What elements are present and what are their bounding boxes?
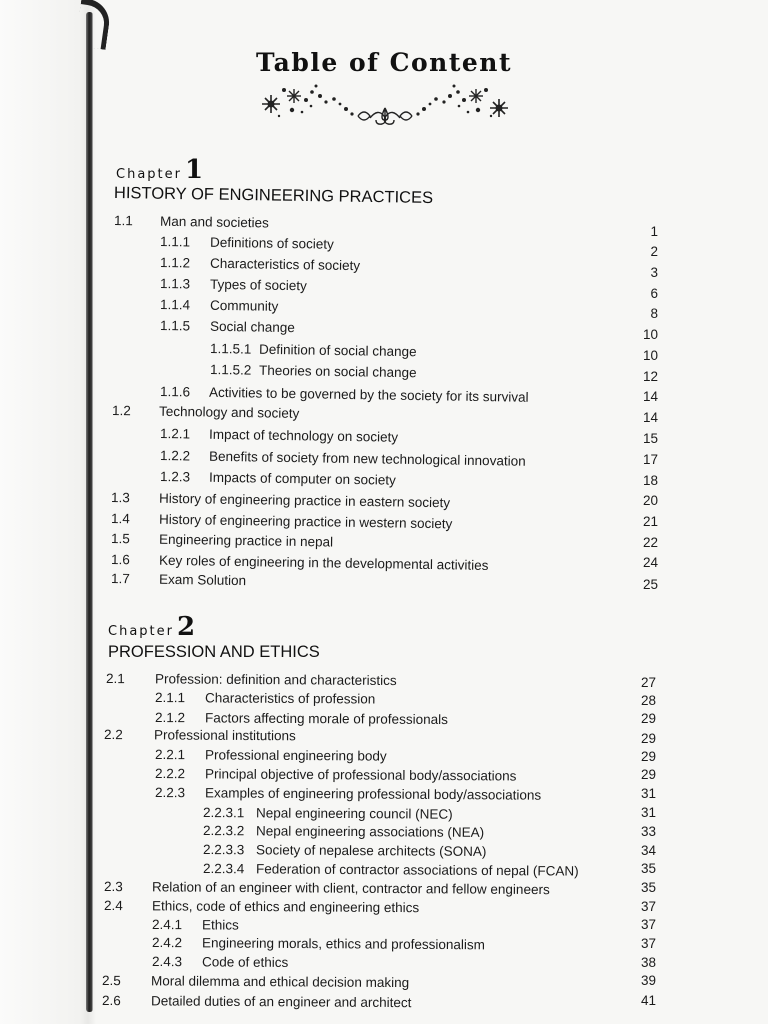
section-title: Detailed duties of an engineer and architect — [150, 993, 412, 1011]
section-number: 2.2.2 — [154, 766, 186, 782]
section-title: History of engineering practice in eastern society — [158, 490, 451, 511]
section-title: Engineering morals, ethics and professionalism — [201, 935, 485, 953]
section-number: 1.1.5 — [159, 318, 191, 334]
section-number: 2.4.3 — [151, 954, 183, 970]
page-number: 31 — [640, 805, 656, 820]
section-number: 2.3 — [103, 879, 123, 895]
page-number: 37 — [640, 917, 656, 932]
page-number: 2 — [650, 244, 658, 259]
chapter-title: HISTORY OF ENGINEERING PRACTICES — [113, 184, 434, 208]
section-title: Community — [209, 297, 279, 314]
page-number: 14 — [642, 410, 658, 425]
section-number: 1.1.3 — [159, 276, 191, 292]
section-number: 1.2.1 — [159, 426, 191, 442]
page-number: 35 — [640, 861, 656, 876]
section-number: 1.1.4 — [159, 297, 191, 313]
section-number: 1.2 — [111, 403, 131, 419]
section-title: Ethics, code of ethics and engineering ethics — [151, 898, 420, 916]
section-title: Examples of engineering professional body/associations — [204, 785, 542, 803]
section-number: 2.2.3.4 — [202, 861, 245, 877]
section-number: 2.2.3 — [154, 785, 186, 801]
section-title: Society of nepalese architects (SONA) — [255, 842, 487, 859]
section-title: Man and societies — [159, 213, 269, 231]
section-number: 2.4.2 — [151, 935, 183, 951]
page-number: 35 — [640, 880, 656, 895]
section-number: 1.6 — [110, 552, 130, 568]
page-number: 37 — [640, 936, 656, 951]
section-number: 2.1.1 — [154, 690, 186, 706]
chapter-label — [116, 155, 203, 185]
page-number: 21 — [642, 514, 658, 529]
page-number: 31 — [640, 786, 656, 801]
section-number: 2.1 — [105, 671, 125, 687]
section-title: Nepal engineering associations (NEA) — [255, 823, 485, 840]
page-number: 25 — [642, 577, 658, 592]
page-number: 10 — [642, 327, 658, 342]
section-number: 1.7 — [110, 571, 130, 587]
section-number: 1.1.1 — [159, 234, 191, 250]
section-title: Engineering practice in nepal — [158, 531, 334, 550]
page-margin — [0, 0, 96, 1024]
binding-hook — [75, 0, 112, 50]
section-title: Nepal engineering council (NEC) — [255, 805, 453, 822]
page-number: 12 — [642, 369, 658, 384]
section-number: 1.4 — [110, 511, 130, 527]
chapter-word: Chapter — [116, 167, 182, 182]
section-title: Professional institutions — [153, 727, 296, 744]
section-title: Exam Solution — [158, 571, 247, 589]
page-number: 10 — [642, 348, 658, 363]
decorative-ornament-icon — [254, 82, 516, 132]
section-title: Characteristics of profession — [204, 690, 376, 707]
section-number: 2.2 — [103, 727, 123, 743]
section-title: Professional engineering body — [204, 747, 387, 764]
page-number: 33 — [640, 824, 656, 839]
section-number: 1.2.2 — [159, 448, 191, 464]
section-number: 1.5 — [110, 531, 130, 547]
section-title: Characteristics of society — [209, 255, 361, 274]
section-number: 1.1.5.2 — [209, 362, 252, 378]
section-number: 2.4.1 — [151, 917, 183, 933]
page-title: Table of Content — [255, 48, 513, 77]
page-number: 14 — [642, 389, 658, 404]
page-number: 15 — [642, 431, 658, 446]
section-number: 2.2.3.1 — [202, 805, 245, 821]
section-number: 1.1.5.1 — [209, 341, 252, 357]
section-number: 2.2.3.2 — [202, 823, 245, 839]
section-title: Federation of contractor associations of nepal (FCAN) — [255, 861, 579, 879]
section-number: 2.1.2 — [154, 710, 186, 726]
section-title: Types of society — [209, 276, 307, 294]
page-number: 24 — [642, 555, 658, 570]
page-number: 1 — [650, 224, 658, 239]
chapter-number: 1 — [184, 155, 204, 185]
chapter-number: 2 — [176, 612, 196, 642]
section-title: Profession: definition and characteristics — [154, 671, 397, 689]
section-number: 2.2.1 — [154, 747, 186, 763]
section-title: Technology and society — [158, 403, 300, 421]
section-number: 1.1 — [113, 213, 133, 229]
page-number: 22 — [642, 535, 658, 550]
section-title: Factors affecting morale of professionals — [204, 710, 448, 728]
page-number: 29 — [640, 767, 656, 782]
page-number: 27 — [640, 675, 656, 690]
section-title: Relation of an engineer with client, contractor and fellow engineers — [151, 879, 550, 898]
section-title: History of engineering practice in western society — [158, 511, 453, 532]
section-number: 2.5 — [101, 973, 121, 989]
page-number: 38 — [640, 955, 656, 970]
section-number: 1.2.3 — [159, 469, 191, 485]
section-title: Benefits of society from new technological innovation — [208, 448, 526, 469]
page-number: 18 — [642, 473, 658, 488]
page-number: 41 — [640, 993, 656, 1008]
section-title: Social change — [209, 318, 295, 336]
book-binding — [86, 12, 93, 1012]
section-title: Activities to be governed by the society for its survival — [208, 384, 529, 405]
chapter-title: PROFESSION AND ETHICS — [108, 643, 320, 661]
section-number: 2.4 — [103, 898, 123, 914]
section-number: 1.1.6 — [159, 384, 191, 400]
page-number: 39 — [640, 973, 656, 988]
page-number: 29 — [640, 711, 656, 726]
section-title: Definition of social change — [258, 341, 417, 360]
page-number: 20 — [642, 493, 658, 508]
page-number: 29 — [640, 749, 656, 764]
section-title: Code of ethics — [201, 954, 289, 970]
page-number: 34 — [640, 843, 656, 858]
section-title: Impacts of computer on society — [208, 469, 396, 488]
chapter-word: Chapter — [108, 624, 174, 639]
section-number: 1.3 — [110, 490, 130, 506]
page-number: 3 — [650, 265, 658, 280]
page-number: 37 — [640, 899, 656, 914]
page-number: 28 — [640, 693, 656, 708]
section-number: 2.2.3.3 — [202, 842, 245, 858]
section-title: Definitions of society — [209, 234, 334, 252]
section-title: Principal objective of professional body/associations — [204, 766, 517, 784]
section-number: 2.6 — [101, 993, 121, 1009]
page-number: 29 — [640, 731, 656, 746]
page-number: 17 — [642, 452, 658, 467]
section-title: Theories on social change — [258, 362, 417, 381]
chapter-label — [108, 612, 195, 642]
section-title: Impact of technology on society — [208, 426, 399, 445]
section-title: Ethics — [201, 917, 239, 933]
section-title: Key roles of engineering in the developmental activities — [158, 552, 489, 573]
page-number: 6 — [650, 286, 658, 301]
page-number: 8 — [650, 306, 658, 321]
section-number: 1.1.2 — [159, 255, 191, 271]
section-title: Moral dilemma and ethical decision making — [150, 973, 410, 991]
